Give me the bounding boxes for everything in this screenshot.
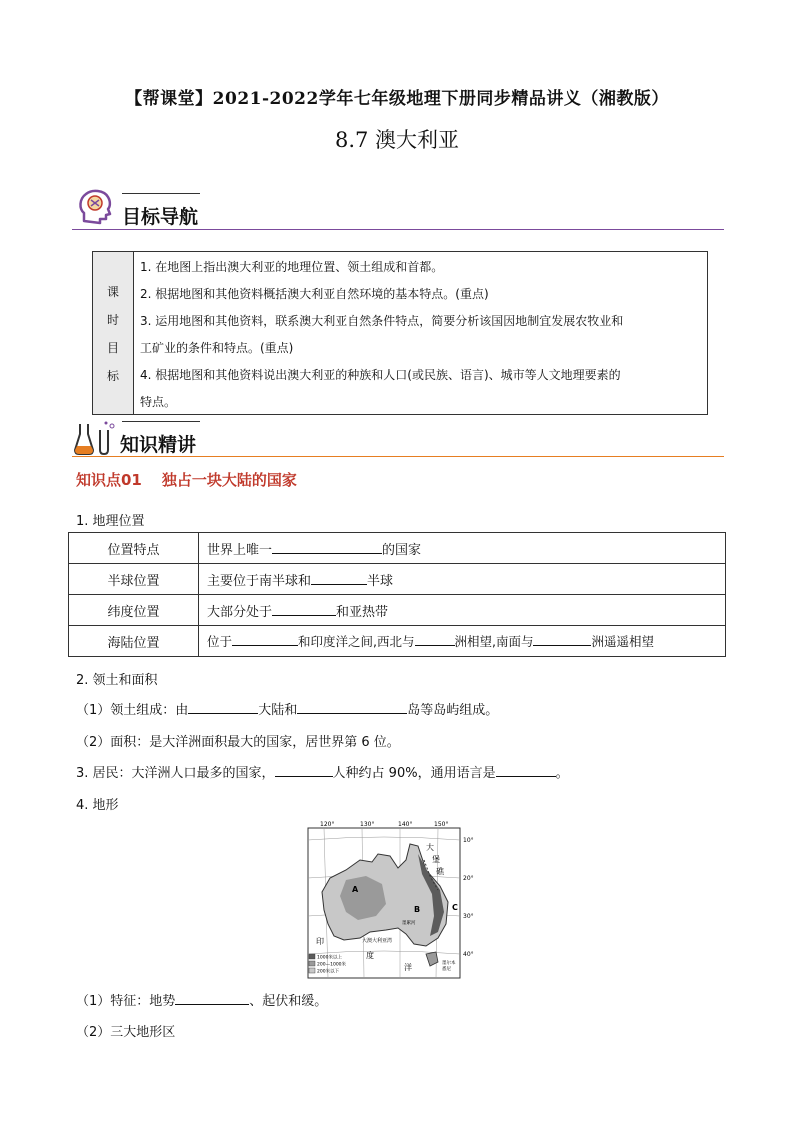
australia-terrain-map [306,820,486,980]
knowledge-point-title [76,469,297,490]
goal-item: 2. 根据地图和其他资料概括澳大利亚自然环境的基本特点。(重点) [140,287,489,301]
row-content: 位于 和印度洋之间,西北与 洲相望,南面与 洲遥遥相望 [199,626,726,657]
legend-label: 200—1000米 [317,962,347,968]
lon-label: 130° [360,821,375,828]
table-row [69,533,726,564]
side-char: 标 [106,368,119,383]
territory-line-1: （1）领土组成：由 大陆和 岛等岛屿组成。 [76,699,498,718]
lat-label: 20° [463,875,474,882]
fill-blank[interactable] [232,632,298,646]
row-label: 海陆位置 [69,626,199,657]
lon-label: 120° [320,821,335,828]
side-char: 课 [106,284,119,299]
goal-item: 1. 在地图上指出澳大利亚的地理位置、领土组成和首都。 [140,260,444,274]
goals-section-title: 目标导航 [122,206,199,228]
terrain-heading: 4. 地形 [76,798,119,813]
fill-blank[interactable] [272,540,382,554]
fill-blank[interactable] [275,763,333,777]
reef-label: 堡 [432,855,440,864]
goal-item: 3. 运用地图和其他资料，联系澳大利亚自然条件特点，简要分析该国因地制宜发展农牧业和 [140,314,624,328]
goal-item: 工矿业的条件和特点。(重点) [140,341,294,355]
reef-label: 大 [426,843,434,852]
lesson-title: 8.7 澳大利亚 [334,128,460,152]
knowledge-section-title: 知识精讲 [120,434,197,456]
table-row [69,564,726,595]
goal-item: 特点。 [140,395,177,409]
lat-label: 40° [463,951,474,958]
fill-blank[interactable] [188,700,258,714]
ocean-label: 度 [366,951,374,960]
row-label: 位置特点 [69,533,199,564]
flask-icon [74,420,116,456]
fill-blank[interactable] [297,700,407,714]
goals-list [134,252,707,414]
legend-label: 200米以下 [317,969,340,975]
gulf-label: 大澳大利亚湾 [362,938,393,944]
table-row [69,626,726,657]
region-letter-b: B [414,905,421,914]
goal-item: 4. 根据地图和其他资料说出澳大利亚的种族和人口(或民族、语言)、城市等人文地理要素的 [140,368,621,382]
kp-number: 知识点01 [76,471,142,489]
learning-goals-box [92,251,708,415]
lat-label: 30° [463,913,474,920]
river-label: 墨累河 [402,921,416,926]
population-line: 3. 居民：大洋洲人口最多的国家， 人种约占 90%，通用语言是 。 [76,762,569,781]
table-row [69,595,726,626]
goals-section-divider [72,229,724,230]
goals-side-label [93,252,134,414]
fill-blank[interactable] [533,632,591,646]
fill-blank[interactable] [175,991,249,1005]
terrain-regions-line: （2）三大地形区 [76,1025,176,1040]
side-char: 时 [106,312,119,327]
side-char: 目 [106,340,119,355]
knowledge-header-accent [122,421,200,422]
lon-label: 140° [398,821,413,828]
document-header-title: 【帮课堂】2021-2022学年七年级地理下册同步精品讲义（湘教版） [125,89,669,109]
ocean-label: 洋 [404,963,412,972]
territory-heading: 2. 领土和面积 [76,673,158,688]
knowledge-section-divider [72,456,724,457]
city-label: 墨尔本 [442,961,456,966]
reef-label: 礁 [436,867,444,876]
location-table [68,532,726,657]
legend-label: 1000米以上 [317,955,342,961]
row-content: 大部分处于 和亚热带 [199,595,726,626]
fill-blank[interactable] [496,763,556,777]
fill-blank[interactable] [415,632,455,646]
lon-label: 150° [434,821,449,828]
region-letter-a: A [352,885,359,894]
row-label: 半球位置 [69,564,199,595]
row-label: 纬度位置 [69,595,199,626]
terrain-feature-line: （1）特征：地势 、起伏和缓。 [76,990,327,1009]
city-label: 悉尼 [442,967,451,972]
ocean-label: 印 [316,937,324,946]
kp-name: 独占一块大陆的国家 [161,471,297,489]
lat-label: 10° [463,837,474,844]
brain-icon [76,187,116,227]
fill-blank[interactable] [272,602,336,616]
territory-line-2: （2）面积：是大洋洲面积最大的国家，居世界第 6 位。 [76,735,400,750]
region-letter-c: C [452,903,458,912]
goals-header-accent [122,193,200,194]
fill-blank[interactable] [311,571,367,585]
row-content: 世界上唯一 的国家 [199,533,726,564]
row-content: 主要位于南半球和 半球 [199,564,726,595]
location-heading: 1. 地理位置 [76,514,145,529]
